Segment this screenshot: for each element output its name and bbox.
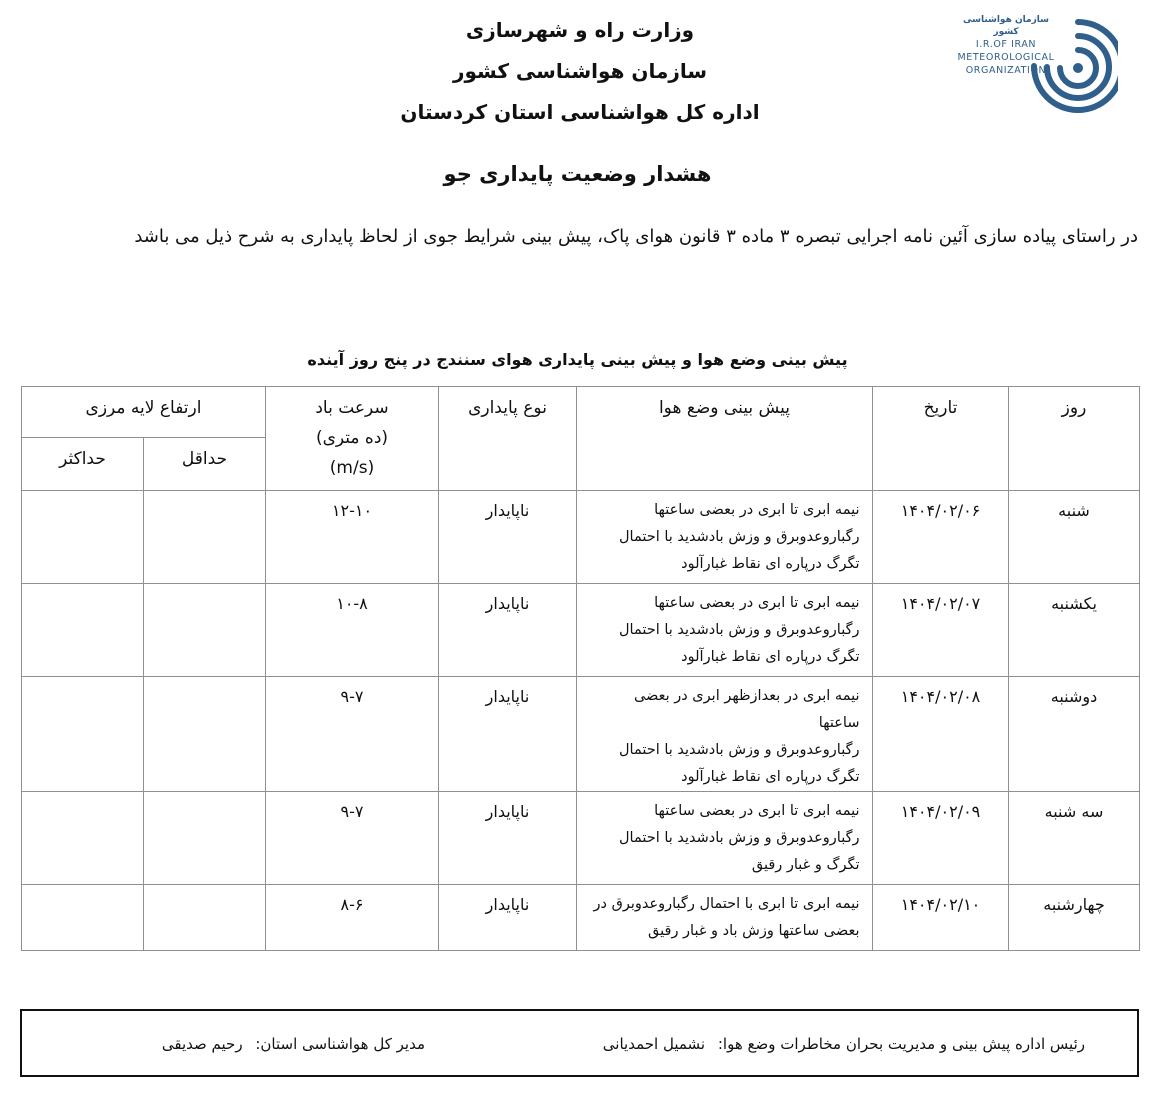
weather-line: نیمه ابری تا ابری در بعضی ساعتها [654,502,860,518]
cell-max [22,677,144,792]
logo-english-line-2: METEOROLOGICAL [957,52,1055,63]
table-row [22,584,1140,677]
table-row [22,885,1140,951]
cell-wind: ۱۲-۱۰ [266,491,439,584]
cell-max [22,584,144,677]
cell-day: شنبه [1009,491,1140,584]
forecast-head-role: رئیس اداره پیش بینی و مدیریت بحران مخاطرات وضع هوا: [717,1035,1085,1053]
forecast-head-signature [603,1035,1085,1053]
director-signature [162,1035,425,1053]
cell-date: ۱۴۰۴/۰۲/۰۷ [873,584,1009,677]
cell-weather [577,677,873,792]
office-name: اداره کل هواشناسی استان کردستان [400,100,760,124]
page-title: هشدار وضعیت پایداری جو [443,162,712,186]
cell-stability: ناپایدار [439,792,577,885]
cell-day: چهارشنبه [1009,885,1140,951]
director-role: مدیر کل هواشناسی استان: [255,1035,425,1053]
forecast-table [21,386,1140,951]
logo-english-line-1: I.R.OF IRAN [975,39,1037,50]
cell-max [22,491,144,584]
table-row [22,491,1140,584]
cell-weather [577,885,873,951]
logo-persian-text: سازمان هواشناسی کشور [962,15,1049,37]
cell-weather [577,491,873,584]
cell-stability: ناپایدار [439,885,577,951]
header-min: حداقل [144,438,266,491]
ministry-name: وزارت راه و شهرسازی [465,18,695,42]
header-wind-line-3: (m/s) [329,458,375,478]
weather-line: تگرگ و غبار رقیق [751,857,860,873]
weather-line: تگرگ درپاره ای نقاط غبارآلود [681,769,860,785]
cell-min [144,885,266,951]
cell-stability: ناپایدار [439,677,577,792]
cell-day: دوشنبه [1009,677,1140,792]
header-weather: پیش بینی وضع هوا [577,387,873,491]
cell-wind: ۸-۶ [266,885,439,951]
weather-line: رگباروعدوبرق و وزش بادشدید با احتمال [619,830,860,846]
cell-day: سه شنبه [1009,792,1140,885]
signature-box [20,1009,1139,1077]
weather-line: تگرگ درپاره ای نقاط غبارآلود [681,649,860,665]
weather-line: تگرگ درپاره ای نقاط غبارآلود [681,556,860,572]
weather-line: رگباروعدوبرق و وزش بادشدید با احتمال [619,742,860,758]
cell-wind: ۱۰-۸ [266,584,439,677]
weather-line: نیمه ابری در بعدازظهر ابری در بعضی ساعتها [633,688,860,731]
cell-day: یکشنبه [1009,584,1140,677]
organization-logo [950,14,1120,134]
header-max: حداکثر [22,438,144,491]
cell-wind: ۹-۷ [266,677,439,792]
cell-min [144,677,266,792]
organization-name: سازمان هواشناسی کشور [452,59,708,83]
cell-weather [577,792,873,885]
weather-line: بعضی ساعتها وزش باد و غبار رقیق [648,923,860,939]
table-caption: پیش بینی وضع هوا و پیش بینی پایداری هوای سنندج در پنج روز آینده [307,350,848,369]
weather-line: نیمه ابری تا ابری در بعضی ساعتها [654,803,860,819]
table-row [22,677,1140,792]
cell-date: ۱۴۰۴/۰۲/۱۰ [873,885,1009,951]
cell-min [144,584,266,677]
header-date: تاریخ [873,387,1009,491]
cell-date: ۱۴۰۴/۰۲/۰۶ [873,491,1009,584]
forecast-head-name: نشمیل احمدیانی [602,1035,706,1053]
weather-line: رگباروعدوبرق و وزش بادشدید با احتمال [619,529,860,545]
header-wind-line-2: (ده متری) [315,428,389,448]
cell-date: ۱۴۰۴/۰۲/۰۹ [873,792,1009,885]
header-boundary-layer: ارتفاع لایه مرزی [22,387,266,438]
weather-line: نیمه ابری تا ابری در بعضی ساعتها [654,595,860,611]
weather-line: رگباروعدوبرق و وزش بادشدید با احتمال [619,622,860,638]
cell-max [22,885,144,951]
cell-stability: ناپایدار [439,491,577,584]
cell-max [22,792,144,885]
header-stability: نوع پایداری [439,387,577,491]
header-day: روز [1009,387,1140,491]
table-row [22,792,1140,885]
spiral-logo-icon [1018,14,1118,134]
header-wind-speed [266,387,439,491]
header-wind-line-1: سرعت باد [315,398,389,418]
header-block [300,10,860,133]
cell-min [144,491,266,584]
intro-paragraph: در راستای پیاده سازی آئین نامه اجرایی تبصره ۳ ماده ۳ قانون هوای پاک، پیش بینی شرایط جوی از لحاظ پایداری به شرح ذیل می باشد [134,226,1138,247]
director-name: رحیم صدیقی [161,1035,243,1053]
cell-weather [577,584,873,677]
cell-wind: ۹-۷ [266,792,439,885]
weather-line: نیمه ابری تا ابری با احتمال رگباروعدوبرق در [593,896,860,912]
cell-date: ۱۴۰۴/۰۲/۰۸ [873,677,1009,792]
cell-stability: ناپایدار [439,584,577,677]
logo-english-line-3: ORGANIZATION [965,65,1047,76]
cell-min [144,792,266,885]
